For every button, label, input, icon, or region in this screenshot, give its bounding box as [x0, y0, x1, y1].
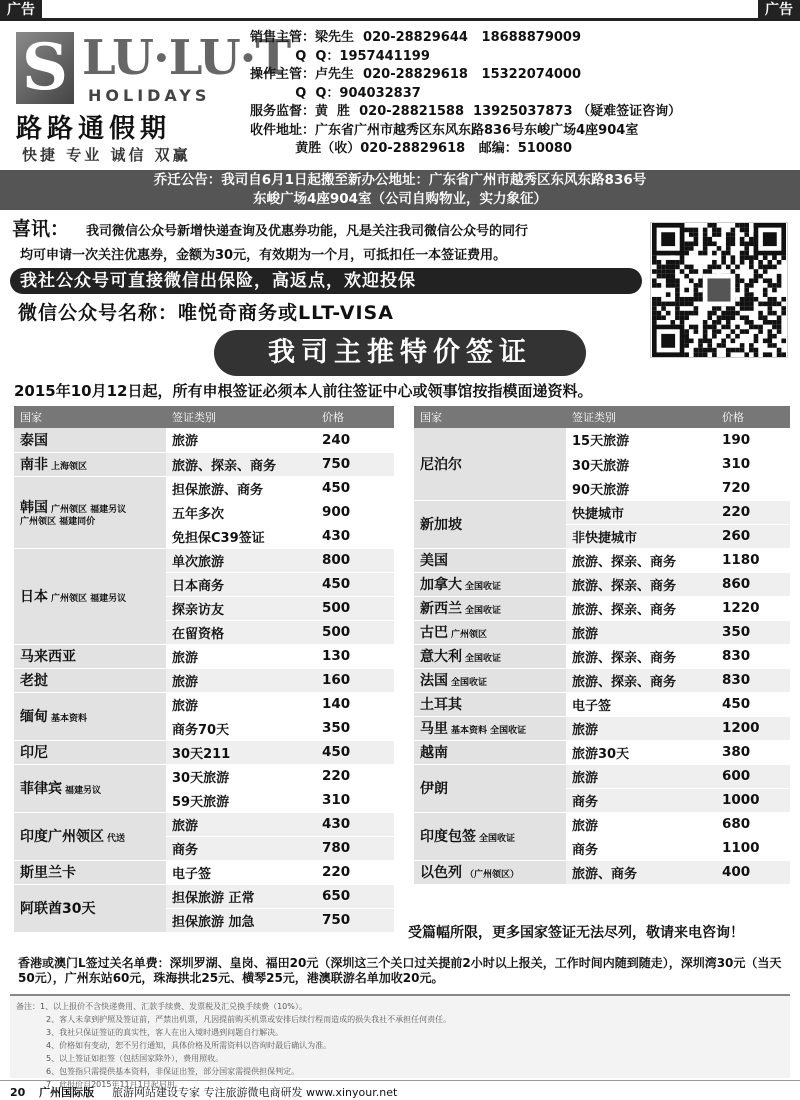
- country-name: 韩国: [20, 499, 48, 516]
- country-tag: 全国收证: [465, 606, 502, 616]
- visa-type-cell: 30天旅游: [566, 452, 716, 476]
- price-cell: 600: [716, 764, 790, 788]
- table-row: [14, 644, 394, 668]
- visa-type-cell: 旅游、探亲、商务: [566, 668, 716, 692]
- price-cell: 190: [716, 428, 790, 452]
- country-tag: 全国收证: [465, 582, 502, 592]
- country-note: 广州领区 福建同价: [20, 516, 96, 527]
- country-name: 印度包签: [420, 829, 476, 845]
- price-cell: 430: [316, 812, 394, 836]
- price-cell: 800: [316, 548, 394, 572]
- country-tag: 基本资料 全国收证: [451, 726, 527, 736]
- visa-type-cell: 旅游、探亲、商务: [566, 596, 716, 620]
- country-cell: [414, 572, 566, 596]
- country-name: 印度广州领区: [20, 829, 104, 845]
- visa-type-cell: 电子签: [166, 860, 316, 884]
- country-cell: [414, 692, 566, 716]
- country-name: 以色列: [420, 865, 462, 881]
- publication-name: 广州国际版: [39, 1086, 95, 1099]
- footer-text: 旅游网站建设专家 专注旅游微电商研发 www.xinyour.net: [112, 1086, 398, 1099]
- price-cell: 750: [316, 908, 394, 932]
- logo-chinese-name: 路路通假期: [16, 114, 172, 144]
- table-row: [414, 668, 790, 692]
- visa-type-cell: 旅游: [566, 716, 716, 740]
- col-header-price: 价格: [316, 406, 394, 428]
- notice-line-2: 东峻广场4座904室（公司自购物业，实力象征）: [252, 191, 548, 207]
- country-name: 新加坡: [420, 517, 462, 533]
- visa-type-cell: 商务: [166, 836, 316, 860]
- country-cell: [14, 812, 166, 860]
- promo-line-1: 我司微信公众号新增快递查询及优惠券功能，凡是关注我司微信公众号的同行: [86, 224, 529, 239]
- country-cell: [14, 644, 166, 668]
- logo-brand: LU·LU·T: [82, 30, 291, 86]
- col-header-type: 签证类别: [166, 406, 316, 428]
- table-row: [414, 548, 790, 572]
- insurance-promo-bar: 我社公众号可直接微信出保险，高返点，欢迎投保: [10, 268, 642, 294]
- country-name: 菲律宾: [20, 781, 62, 797]
- table-row: [14, 476, 394, 500]
- country-tag: 广州领区 福建另议: [51, 504, 127, 515]
- price-cell: 400: [716, 860, 790, 884]
- country-name: 马来西亚: [20, 649, 76, 665]
- country-cell: [14, 476, 166, 548]
- visa-type-cell: 旅游、探亲、商务: [566, 572, 716, 596]
- visa-type-cell: 快捷城市: [566, 500, 716, 524]
- hk-macau-fee-note: 香港或澳门L签过关名单费：深圳罗湖、皇岗、福田20元（深圳这三个关口过关提前2小时以上报关，工作时间内随到随走），深圳湾30元（当天50元），广州东站60元，珠海拱北25元、横琴25元，港澳联游名单加收20元。: [18, 956, 782, 985]
- country-name: 南非: [20, 457, 48, 473]
- visa-type-cell: 90天旅游: [566, 476, 716, 500]
- more-countries-note: 受篇幅所限，更多国家签证无法尽列，敬请来电咨询！: [408, 925, 744, 941]
- relocation-notice: [0, 170, 800, 210]
- price-cell: 680: [716, 812, 790, 836]
- visa-type-cell: 旅游: [166, 428, 316, 452]
- contact-line: 服务监督：黄 胜 020-28821588 13925037873 （疑难签证咨询）: [250, 104, 682, 119]
- contact-line: Q Q：1957441199: [250, 48, 430, 64]
- country-tag: 广州领区 福建另议: [51, 594, 127, 604]
- price-cell: 380: [716, 740, 790, 764]
- table-row: [414, 716, 790, 740]
- price-cell: 780: [316, 836, 394, 860]
- price-cell: 220: [316, 764, 394, 788]
- table-row: [14, 764, 394, 788]
- visa-type-cell: 单次旅游: [166, 548, 316, 572]
- country-cell: [414, 428, 566, 500]
- country-name: 古巴: [420, 625, 448, 641]
- country-cell: [14, 548, 166, 644]
- price-cell: 650: [316, 884, 394, 908]
- country-tag: 全国收证: [465, 654, 502, 664]
- notice-line-1: 乔迁公告：我司自6月1日起搬至新办公地址：广东省广州市越秀区东风东路836号: [153, 172, 647, 188]
- visa-type-cell: 日本商务: [166, 572, 316, 596]
- price-cell: 310: [716, 452, 790, 476]
- country-cell: [14, 884, 166, 932]
- price-cell: 140: [316, 692, 394, 716]
- country-name: 土耳其: [420, 697, 462, 713]
- price-cell: 350: [716, 620, 790, 644]
- visa-type-cell: 电子签: [566, 692, 716, 716]
- price-cell: 450: [316, 476, 394, 500]
- country-cell: [414, 500, 566, 548]
- visa-type-cell: 商务: [566, 788, 716, 812]
- country-name: 泰国: [20, 432, 48, 449]
- visa-type-cell: 担保旅游 加急: [166, 908, 316, 932]
- country-cell: [14, 860, 166, 884]
- price-cell: 750: [316, 452, 394, 476]
- visa-type-cell: 担保旅游、商务: [166, 476, 316, 500]
- top-divider: [0, 18, 800, 21]
- table-row: [414, 500, 790, 524]
- col-header-country: 国家: [14, 406, 166, 428]
- price-cell: 900: [316, 500, 394, 524]
- visa-type-cell: 旅游: [166, 644, 316, 668]
- country-name: 意大利: [420, 649, 462, 665]
- visa-type-cell: 非快捷城市: [566, 524, 716, 548]
- country-cell: [14, 428, 166, 452]
- contact-line: 收件地址：广东省广州市越秀区东风东路836号东峻广场4座904室: [250, 122, 639, 138]
- table-row: [414, 620, 790, 644]
- contact-line: 操作主管：卢先生 020-28829618 15322074000: [250, 67, 582, 82]
- price-cell: 830: [716, 668, 790, 692]
- country-tag: 全国收证: [451, 678, 488, 688]
- table-row: [414, 692, 790, 716]
- contact-line: 黄胜（收）020-28829618 邮编：510080: [250, 141, 573, 156]
- table-row: [14, 428, 394, 452]
- visa-type-cell: 旅游: [566, 812, 716, 836]
- country-name: 伊朗: [420, 781, 448, 797]
- country-name: 越南: [420, 745, 448, 761]
- price-cell: 450: [316, 740, 394, 764]
- country-name: 老挝: [20, 673, 48, 689]
- table-row: [414, 428, 790, 452]
- price-cell: 350: [316, 716, 394, 740]
- schengen-notice: 2015年10月12日起，所有申根签证必须本人前往签证中心或领事馆按指模面递资料。: [14, 382, 593, 400]
- promo-title: 喜讯：: [12, 218, 70, 240]
- visa-type-cell: 15天旅游: [566, 428, 716, 452]
- price-cell: 430: [316, 524, 394, 548]
- price-cell: 500: [316, 596, 394, 620]
- ad-label-left: 广告: [0, 0, 42, 20]
- country-name: 缅甸: [20, 709, 48, 725]
- country-tag: 上海领区: [51, 462, 88, 472]
- country-name: 加拿大: [420, 577, 462, 593]
- table-row: [14, 860, 394, 884]
- col-header-type: 签证类别: [566, 406, 716, 428]
- country-name: 印尼: [20, 745, 48, 761]
- country-cell: [14, 740, 166, 764]
- wechat-qr-code[interactable]: [650, 222, 788, 358]
- contact-line: 销售主管：梁先生 020-28829644 18688879009: [250, 30, 582, 45]
- featured-visa-banner: 我司主推特价签证: [214, 330, 586, 376]
- company-logo: [10, 26, 291, 168]
- price-cell: 1100: [716, 836, 790, 860]
- price-cell: 240: [316, 428, 394, 452]
- table-row: [14, 548, 394, 572]
- country-cell: [14, 668, 166, 692]
- country-tag: 广州领区: [451, 630, 488, 640]
- wechat-account-name: 微信公众号名称：唯悦奇商务或LLT-VISA: [18, 302, 394, 324]
- country-cell: [414, 716, 566, 740]
- remark-item: 7、此报价自2015年11月1日起启用。: [46, 1080, 183, 1089]
- country-name: 尼泊尔: [420, 456, 462, 473]
- table-row: [14, 452, 394, 476]
- logo-holidays: HOLIDAYS: [88, 86, 211, 105]
- visa-type-cell: 59天旅游: [166, 788, 316, 812]
- price-cell: 160: [316, 668, 394, 692]
- logo-slogan: 快捷 专业 诚信 双赢: [22, 146, 191, 164]
- visa-type-cell: 担保旅游 正常: [166, 884, 316, 908]
- price-cell: 1180: [716, 548, 790, 572]
- visa-price-table-right: [414, 406, 790, 885]
- remark-item: 备注：1、以上报价不含快递费用、汇款手续费、发票税及汇兑换手续费（10%）。: [16, 1002, 307, 1011]
- visa-type-cell: 旅游30天: [566, 740, 716, 764]
- table-row: [14, 740, 394, 764]
- country-cell: [14, 692, 166, 740]
- country-cell: [414, 596, 566, 620]
- price-cell: 1200: [716, 716, 790, 740]
- country-name: 斯里兰卡: [20, 865, 76, 881]
- country-cell: [414, 620, 566, 644]
- remark-item: 2、客人未拿到护照及签证前，严禁出机票，凡因提前购买机票或安排后续行程而造成的损失我社不承担任何责任。: [46, 1015, 452, 1024]
- country-cell: [14, 764, 166, 812]
- table-row: [14, 884, 394, 908]
- visa-type-cell: 旅游、探亲、商务: [566, 644, 716, 668]
- visa-type-cell: 商务70天: [166, 716, 316, 740]
- country-cell: [414, 764, 566, 812]
- price-cell: 500: [316, 620, 394, 644]
- page-footer: [0, 1080, 800, 1100]
- visa-type-cell: 商务: [566, 836, 716, 860]
- price-cell: 860: [716, 572, 790, 596]
- remark-item: 4、价格如有变动，恕不另行通知，具体价格及所需资料以咨询时最后确认为准。: [46, 1041, 332, 1050]
- country-cell: [414, 740, 566, 764]
- visa-type-cell: 在留资格: [166, 620, 316, 644]
- visa-type-cell: 旅游、探亲、商务: [166, 452, 316, 476]
- country-tag: 福建另议: [65, 786, 102, 796]
- price-cell: 450: [316, 572, 394, 596]
- visa-type-cell: 30天旅游: [166, 764, 316, 788]
- table-row: [414, 644, 790, 668]
- price-cell: 1220: [716, 596, 790, 620]
- country-tag: 代送: [107, 834, 126, 844]
- country-name: 美国: [420, 553, 448, 569]
- price-cell: 310: [316, 788, 394, 812]
- visa-type-cell: 五年多次: [166, 500, 316, 524]
- country-tag: 基本资料: [51, 714, 88, 724]
- ad-label-right: 广告: [758, 0, 800, 20]
- table-row: [14, 668, 394, 692]
- contact-line: Q Q：904032837: [250, 85, 421, 101]
- remarks-box: [10, 994, 790, 1089]
- table-row: [414, 764, 790, 788]
- visa-type-cell: 旅游: [166, 692, 316, 716]
- price-cell: 1000: [716, 788, 790, 812]
- table-row: [414, 740, 790, 764]
- visa-type-cell: 旅游: [166, 668, 316, 692]
- country-name: 马里: [420, 721, 448, 737]
- table-row: [414, 596, 790, 620]
- table-row: [14, 812, 394, 836]
- price-cell: 720: [716, 476, 790, 500]
- price-cell: 220: [316, 860, 394, 884]
- table-row: [14, 692, 394, 716]
- country-cell: [414, 812, 566, 860]
- table-row: [414, 860, 790, 884]
- visa-type-cell: 免担保C39签证: [166, 524, 316, 548]
- col-header-price: 价格: [716, 406, 790, 428]
- visa-type-cell: 旅游: [566, 764, 716, 788]
- country-cell: [414, 548, 566, 572]
- country-cell: [414, 860, 566, 884]
- remark-item: 5、以上签证如拒签（包括国家除外），费用照收。: [46, 1054, 224, 1063]
- logo-s-mark: S: [16, 32, 74, 104]
- remark-item: 6、包签指只需提供基本资料，非保证出签，部分国家需提供担保判定。: [46, 1067, 300, 1076]
- country-tag: （广州领区）: [465, 870, 520, 880]
- price-cell: 260: [716, 524, 790, 548]
- visa-type-cell: 旅游、商务: [566, 860, 716, 884]
- col-header-country: 国家: [414, 406, 566, 428]
- table-row: [414, 572, 790, 596]
- country-name: 法国: [420, 673, 448, 689]
- country-cell: [414, 644, 566, 668]
- visa-type-cell: 旅游、探亲、商务: [566, 548, 716, 572]
- country-name: 日本: [20, 589, 48, 605]
- visa-price-table-left: [14, 406, 394, 933]
- country-cell: [14, 452, 166, 476]
- price-cell: 130: [316, 644, 394, 668]
- country-name: 新西兰: [420, 601, 462, 617]
- price-cell: 220: [716, 500, 790, 524]
- visa-type-cell: 探亲访友: [166, 596, 316, 620]
- country-tag: 全国收证: [479, 834, 516, 844]
- remark-item: 3、我社只保证签证的真实性，客人在出入境时遇到问题自行解决。: [46, 1028, 284, 1037]
- promo-line-2: 均可申请一次关注优惠券，金额为30元，有效期为一个月，可抵扣任一本签证费用。: [20, 248, 507, 263]
- visa-type-cell: 旅游: [166, 812, 316, 836]
- table-row: [414, 812, 790, 836]
- price-cell: 450: [716, 692, 790, 716]
- price-cell: 830: [716, 644, 790, 668]
- page-number: 20: [10, 1086, 26, 1099]
- country-cell: [414, 668, 566, 692]
- visa-type-cell: 旅游: [566, 620, 716, 644]
- country-name: 阿联酋30天: [20, 901, 96, 917]
- visa-type-cell: 30天211: [166, 740, 316, 764]
